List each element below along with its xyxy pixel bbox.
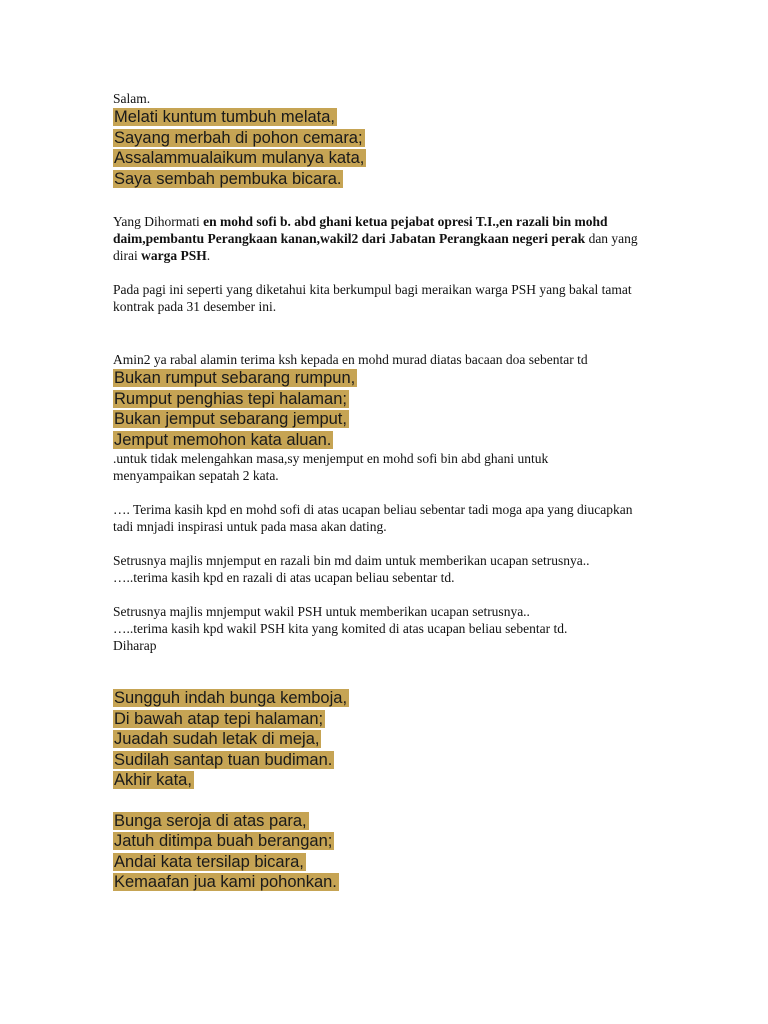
paragraph-wakil	[113, 603, 673, 654]
highlighted-text: Juadah sudah letak di meja,	[114, 730, 320, 748]
paragraph-pagi: Pada pagi ini seperti yang diketahui kita berkumpul bagi meraikan warga PSH yang bakal tamat kontrak pada 31 desember ini.	[113, 282, 632, 314]
intro-honoree: warga PSH	[141, 248, 207, 263]
highlighted-text: Jemput memohon kata aluan.	[114, 430, 332, 449]
highlighted-text: Andai kata tersilap bicara,	[114, 852, 304, 871]
pantun-line	[113, 128, 673, 149]
pantun-line	[113, 750, 673, 771]
pantun-line	[113, 709, 673, 730]
pantun-line	[113, 409, 673, 430]
highlighted-text: Sungguh indah bunga kemboja,	[114, 689, 348, 707]
pantun-line	[113, 770, 673, 791]
document-page	[113, 90, 673, 893]
pantun-line	[113, 688, 673, 709]
paragraph-line: Setrusnya majlis mnjemput wakil PSH untuk memberikan ucapan setrusnya..	[113, 604, 530, 619]
highlighted-text: Bunga seroja di atas para,	[114, 811, 307, 830]
paragraph-line: Diharap	[113, 638, 157, 653]
pantun-line	[113, 872, 673, 893]
highlighted-text: Rumput penghias tepi halaman;	[114, 389, 347, 408]
highlighted-text: Bukan jemput sebarang jemput,	[114, 410, 347, 428]
highlighted-text: Sudilah santap tuan budiman.	[114, 750, 333, 769]
highlighted-text: Akhir kata,	[114, 771, 192, 789]
pantun-line	[113, 811, 673, 832]
paragraph-line: …..terima kasih kpd wakil PSH kita yang komited di atas ucapan beliau sebentar td.	[113, 621, 568, 636]
paragraph-line: Setrusnya majlis mnjemput en razali bin md daim untuk memberikan ucapan setrusnya..	[113, 553, 590, 568]
highlighted-text: Saya sembah pembuka bicara.	[114, 169, 342, 188]
highlighted-text: Melati kuntum tumbuh melata,	[114, 108, 336, 126]
intro-text: dan yang dirai	[113, 231, 638, 263]
highlighted-text: Bukan rumput sebarang rumpun,	[114, 369, 356, 387]
paragraph-razali	[113, 552, 673, 586]
greeting: Salam.	[113, 91, 151, 106]
pantun-line	[113, 852, 673, 873]
pantun-line	[113, 729, 673, 750]
intro-text: Yang Dihormati	[113, 214, 204, 229]
highlighted-text: Jatuh ditimpa buah berangan;	[114, 832, 333, 850]
intro-paragraph	[113, 213, 653, 264]
pantun-opening	[113, 107, 673, 189]
paragraph-line: …..terima kasih kpd en razali di atas ucapan beliau sebentar td.	[113, 570, 455, 585]
intro-text: .	[206, 248, 211, 263]
highlighted-text: Assalammualaikum mulanya kata,	[114, 149, 365, 167]
highlighted-text: Di bawah atap tepi halaman;	[114, 709, 324, 728]
pantun-line	[113, 430, 673, 451]
pantun-invitation	[113, 368, 673, 450]
highlighted-text: Sayang merbah di pohon cemara;	[114, 128, 363, 147]
paragraph-untuk: .untuk tidak melengahkan masa,sy menjemput en mohd sofi bin abd ghani untuk menyampaikan sepatah 2 kata.	[113, 451, 549, 483]
intro-dignitaries: en mohd sofi b. abd ghani ketua pejabat opresi T.I.,en razali bin mohd daim,pembantu Perangkaan kanan,wakil2 dari Jabatan Perangkaan negeri perak	[113, 214, 608, 246]
paragraph-amin: Amin2 ya rabal alamin terima ksh kepada en mohd murad diatas bacaan doa sebentar td	[113, 352, 588, 367]
pantun-line	[113, 368, 673, 389]
pantun-line	[113, 148, 673, 169]
highlighted-text: Kemaafan jua kami pohonkan.	[114, 873, 337, 891]
pantun-closing	[113, 688, 673, 791]
pantun-apology	[113, 811, 673, 893]
pantun-line	[113, 389, 673, 410]
pantun-line	[113, 169, 673, 190]
paragraph-terima-kasih-sofi: …. Terima kasih kpd en mohd sofi di atas ucapan beliau sebentar tadi moga apa yang diucapkan tadi mnjadi inspirasi untuk pada masa akan dating.	[113, 502, 633, 534]
pantun-line	[113, 107, 673, 128]
pantun-line	[113, 831, 673, 852]
